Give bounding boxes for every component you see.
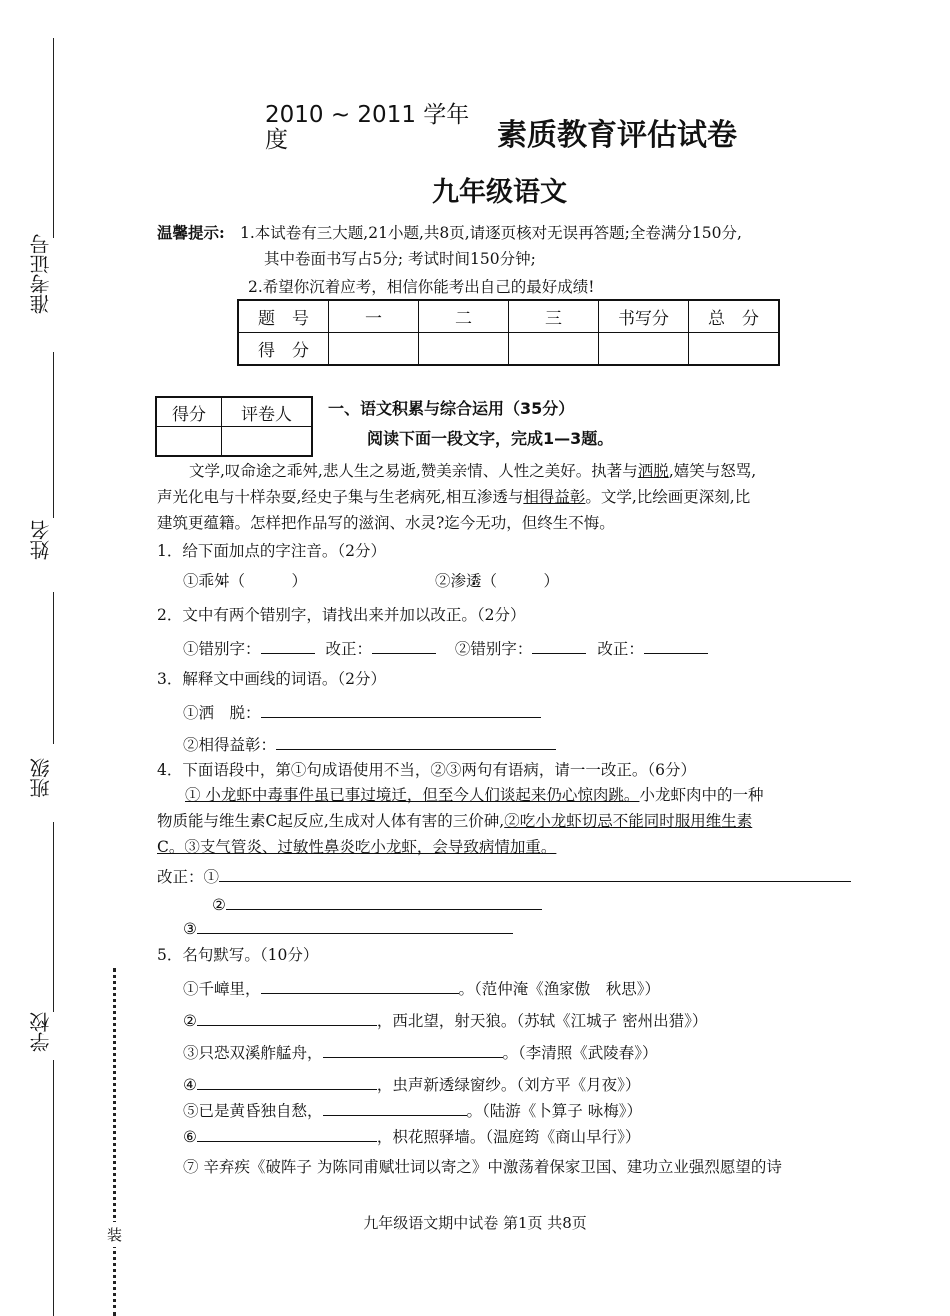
question-1-item-b: [435, 570, 559, 592]
q2-fix-label-2: 改正：: [597, 640, 644, 658]
q4-fix-blank-2[interactable]: [226, 892, 542, 910]
passage-underlined-word: 相得益彰: [523, 488, 586, 506]
question-2-answers: [183, 636, 708, 660]
score-cell[interactable]: [509, 333, 599, 366]
label-admission-number: 准考证号: [29, 234, 53, 314]
label-school: 学校: [29, 1012, 53, 1052]
q2-wrong-char-label-2: ②错别字：: [454, 640, 533, 658]
grader-table: [155, 396, 313, 457]
q5-line-4: [183, 1072, 640, 1096]
question-4-stem: 4．下面语段中，第①句成语使用不当，②③两句有语病，请一一改正。（6分）: [157, 761, 696, 779]
passage-underlined-word: 洒脱: [637, 462, 669, 480]
q5-line-5-prefix: ⑤已是黄昏独自愁，: [183, 1102, 323, 1120]
score-table-score-row: [238, 333, 779, 366]
score-table-header-row: [238, 300, 779, 333]
binding-line-5: [53, 1060, 54, 1316]
q4-fix-label-2: ②: [212, 896, 226, 914]
grader-name-cell[interactable]: [222, 427, 313, 457]
section-instruction: 阅读下面一段文字，完成1—3题。: [367, 429, 614, 448]
question-3-item-b: [183, 732, 556, 756]
q5-line-4-source: ，虫声新透绿窗纱。（刘方平《月夜》）: [376, 1076, 641, 1094]
q5-blank-3[interactable]: [323, 1040, 503, 1058]
q5-line-1: [183, 976, 660, 1000]
binding-dotted-line: [113, 968, 116, 1316]
score-header-cell: 一: [329, 300, 419, 333]
q3b-answer-blank[interactable]: [276, 732, 556, 750]
passage-text: ,嬉笑与怒骂,: [668, 462, 757, 480]
q5-line-1-source: 。（范仲淹《渔家傲 秋思》）: [458, 980, 661, 998]
binding-line-1: [53, 38, 54, 238]
score-cell[interactable]: [419, 333, 509, 366]
q1b-prefix: ②渗: [435, 572, 467, 590]
q4-sentence-3: C。③支气管炎、过敏性鼻炎吃小龙虾，会导致病情加重。: [157, 838, 557, 856]
label-class: 班级: [29, 758, 53, 798]
notice-line-3: 2.希望你沉着应考，相信你能考出自己的最好成绩!: [248, 278, 595, 296]
q4-fix-label-1: 改正：①: [157, 868, 220, 886]
exam-title: 素质教育评估试卷: [497, 118, 737, 153]
q3a-answer-blank[interactable]: [261, 700, 541, 718]
q5-line-6: [183, 1124, 640, 1148]
q4-sentence-2: ②吃小龙虾切忌不能同时服用维生素: [504, 812, 753, 830]
q5-line-7: ⑦ 辛弃疾《破阵子 为陈同甫赋壮词以寄之》中激荡着保家卫国、建功立业强烈愿望的诗: [183, 1158, 782, 1176]
notice-line-2: 其中卷面书写占5分; 考试时间150分钟;: [264, 250, 536, 268]
score-table: [237, 299, 780, 366]
school-year: 2010 ~ 2011 学年度: [265, 102, 470, 153]
q1a-answer-bracket[interactable]: （ ）: [229, 572, 308, 590]
q1a-dotted-char: 舛: [214, 572, 230, 590]
q2-wrong-char-blank-1[interactable]: [261, 636, 315, 654]
q3b-label: ②相得益彰：: [183, 736, 277, 754]
q4-text: 小龙虾肉中的一种: [639, 786, 764, 804]
binding-mark: 装: [107, 1222, 122, 1247]
q5-line-3: [183, 1040, 658, 1064]
exam-subject: 九年级语文: [432, 177, 567, 208]
binding-line-2: [53, 352, 54, 518]
q4-text: 物质能与维生素C起反应,生成对人体有害的三价砷,: [157, 812, 505, 830]
question-3-item-a: [183, 700, 541, 724]
q2-fix-blank-2[interactable]: [644, 636, 708, 654]
q5-line-3-prefix: ③只恐双溪舴艋舟，: [183, 1044, 323, 1062]
q5-blank-6[interactable]: [197, 1124, 377, 1142]
question-1-item-a: [183, 570, 307, 592]
q5-blank-2[interactable]: [197, 1008, 377, 1026]
q5-line-5-source: 。（陆游《卜算子 咏梅》）: [466, 1102, 642, 1120]
passage-line-1: [157, 458, 863, 484]
passage-text: 声光化电与十样杂耍,经史子集与生老病死,相互渗透与: [157, 488, 524, 506]
q4-fix-blank-3[interactable]: [197, 916, 513, 934]
q4-fix-label-3: ③: [183, 920, 197, 938]
binding-line-3: [53, 592, 54, 744]
grader-score-header: 得分: [156, 397, 222, 427]
q2-wrong-char-blank-2[interactable]: [532, 636, 586, 654]
q5-line-2-prefix: ②: [183, 1012, 197, 1030]
q5-line-1-prefix: ①千嶂里，: [183, 980, 261, 998]
passage-line-2: [157, 484, 863, 510]
notice-label: 温馨提示:: [157, 223, 225, 242]
q5-blank-4[interactable]: [197, 1072, 377, 1090]
q5-blank-5[interactable]: [323, 1098, 467, 1116]
passage-text: 文学,叹命途之乖舛,悲人生之易逝,赞美亲情、人性之美好。执著与: [189, 462, 638, 480]
q5-line-5: [183, 1098, 642, 1122]
q5-line-2: [183, 1008, 707, 1032]
q2-fix-label-1: 改正：: [325, 640, 372, 658]
q2-wrong-char-label-1: ①错别字：: [183, 640, 261, 658]
score-header-cell: 题 号: [238, 300, 329, 333]
score-header-cell: 总 分: [689, 300, 780, 333]
q4-fix-1: [157, 864, 851, 888]
binding-line-4: [53, 822, 54, 1012]
score-header-cell: 三: [509, 300, 599, 333]
q1b-dotted-char: 透: [466, 572, 482, 590]
q5-line-6-source: ，枳花照驿墙。（温庭筠《商山早行》）: [376, 1128, 641, 1146]
q1b-answer-bracket[interactable]: （ ）: [481, 572, 560, 590]
passage-text: 。文学,比绘画更深刻,比: [585, 488, 751, 506]
q5-line-3-source: 。（李清照《武陵春》）: [502, 1044, 658, 1062]
q5-line-4-prefix: ④: [183, 1076, 197, 1094]
passage-line-3: 建筑更蕴籍。怎样把作品写的滋润、水灵?迄今无功，但终生不悔。: [157, 514, 615, 532]
score-cell[interactable]: [329, 333, 419, 366]
score-cell[interactable]: [689, 333, 780, 366]
grader-name-header: 评卷人: [222, 397, 313, 427]
section-title: 一、语文积累与综合运用（35分）: [328, 399, 575, 418]
question-1-stem: 1．给下面加点的字注音。（2分）: [157, 542, 386, 560]
grader-score-cell[interactable]: [156, 427, 222, 457]
score-header-cell: 书写分: [599, 300, 689, 333]
score-cell[interactable]: [599, 333, 689, 366]
q5-blank-1[interactable]: [261, 976, 459, 994]
question-2-stem: 2．文中有两个错别字，请找出来并加以改正。（2分）: [157, 606, 526, 624]
question-5-stem: 5．名句默写。（10分）: [157, 946, 319, 964]
score-header-cell: 二: [419, 300, 509, 333]
q3a-label: ①洒 脱：: [183, 704, 261, 722]
q4-sentence-1: ① 小龙虾中毒事件虽已事过境迁，但至今人们谈起来仍心惊肉跳。: [185, 786, 640, 804]
q1a-prefix: ①乖: [183, 572, 215, 590]
q4-fix-3: [183, 916, 513, 940]
question-4-paragraph: [157, 782, 863, 860]
notice-line-1: 1.本试卷有三大题,21小题,共8页,请逐页核对无误再答题;全卷满分150分,: [240, 224, 742, 242]
reading-passage: [157, 458, 863, 536]
q4-fix-blank-1[interactable]: [219, 864, 851, 882]
q5-line-2-source: ，西北望，射天狼。（苏轼《江城子 密州出猎》）: [376, 1012, 708, 1030]
question-3-stem: 3．解释文中画线的词语。（2分）: [157, 670, 386, 688]
q5-line-6-prefix: ⑥: [183, 1128, 197, 1146]
q4-fix-2: [212, 892, 542, 916]
score-row-label: 得 分: [238, 333, 329, 366]
page-footer: 九年级语文期中试卷 第1页 共8页: [363, 1214, 587, 1232]
q2-fix-blank-1[interactable]: [372, 636, 436, 654]
label-name: 姓名: [29, 520, 53, 560]
